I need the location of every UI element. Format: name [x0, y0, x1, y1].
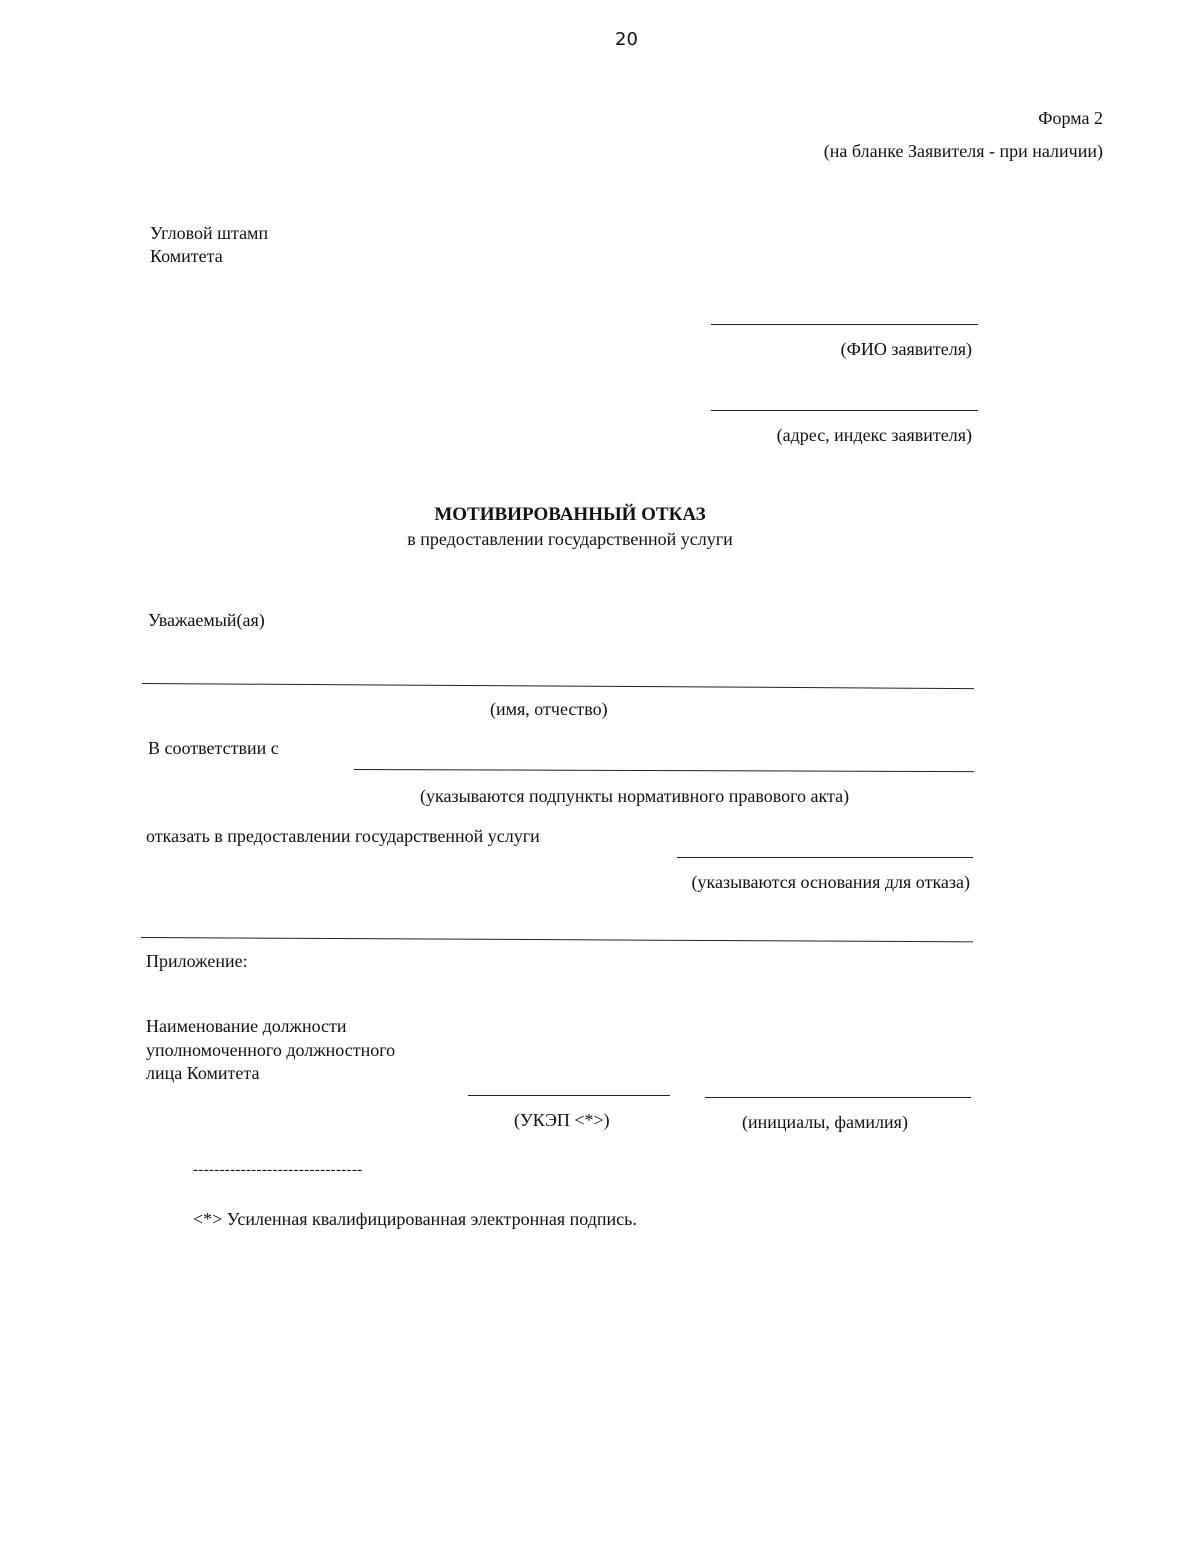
applicant-name-line — [711, 324, 978, 325]
addressee-name-caption: (имя, отчество) — [490, 699, 608, 719]
footnote-separator: -------------------------------- — [193, 1162, 363, 1178]
greeting: Уважаемый(ая) — [148, 610, 265, 630]
attachment-label: Приложение: — [146, 951, 248, 971]
footnote-text: <*> Усиленная квалифицированная электронная подпись. — [193, 1209, 637, 1229]
refuse-text: отказать в предоставлении государственной услуги — [146, 826, 540, 846]
addressee-name-line — [142, 683, 974, 689]
initials-caption: (инициалы, фамилия) — [742, 1112, 908, 1132]
legal-act-caption: (указываются подпункты нормативного правового акта) — [420, 786, 850, 806]
refusal-grounds-caption: (указываются основания для отказа) — [691, 872, 970, 892]
applicant-name-caption: (ФИО заявителя) — [840, 339, 972, 359]
document-title: МОТИВИРОВАННЫЙ ОТКАЗ — [434, 504, 706, 525]
page-number: 20 — [615, 29, 638, 50]
signature-line — [468, 1095, 670, 1096]
form-note: (на бланке Заявителя - при наличии) — [823, 141, 1103, 161]
signer-position-line-3: лица Комитета — [146, 1063, 260, 1083]
legal-act-line — [354, 769, 974, 772]
refusal-details-line — [141, 937, 973, 942]
document-subtitle: в предоставлении государственной услуги — [407, 529, 733, 549]
signature-caption: (УКЭП <*>) — [514, 1110, 610, 1130]
stamp-line-1: Угловой штамп — [150, 223, 269, 243]
initials-line — [705, 1097, 971, 1098]
applicant-address-line — [711, 410, 978, 411]
form-label: Форма 2 — [1038, 108, 1103, 128]
signer-position-line-1: Наименование должности — [146, 1016, 347, 1036]
applicant-address-caption: (адрес, индекс заявителя) — [776, 425, 972, 445]
refusal-grounds-line — [677, 857, 973, 858]
signer-position-line-2: уполномоченного должностного — [146, 1040, 396, 1060]
stamp-line-2: Комитета — [150, 246, 223, 266]
accordance-text: В соответствии с — [148, 738, 279, 758]
